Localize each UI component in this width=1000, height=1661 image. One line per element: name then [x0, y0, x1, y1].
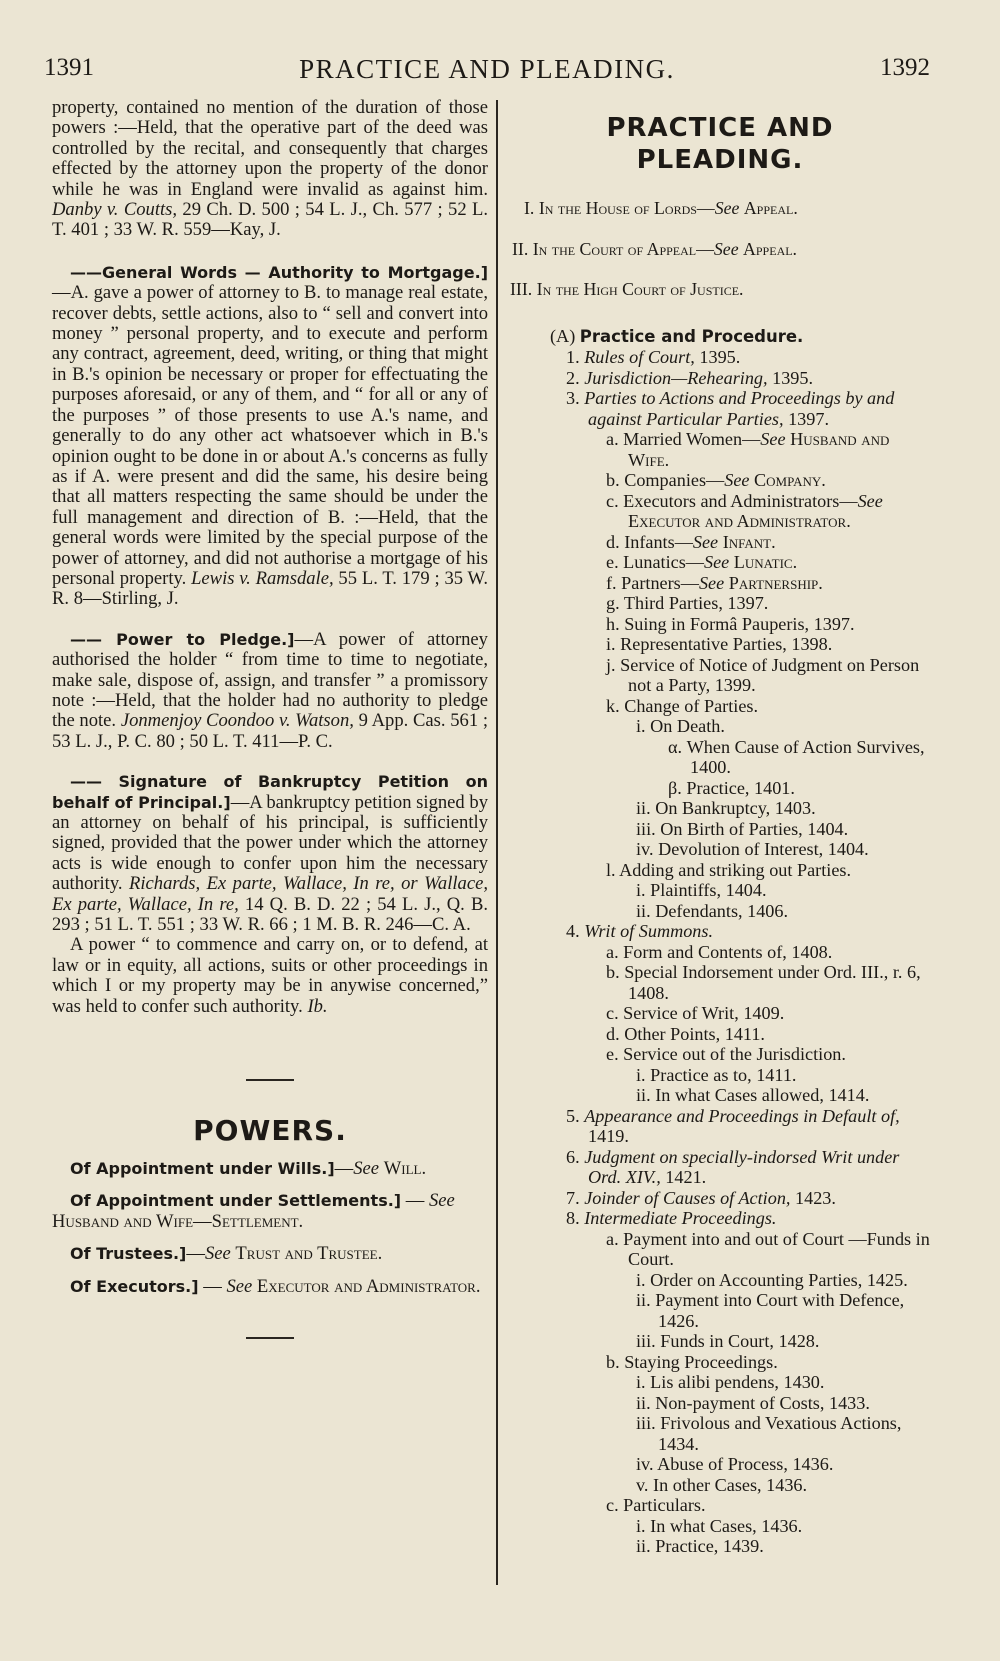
item-text: Plaintiffs, 1404. [650, 880, 767, 900]
paragraph-continuation [52, 98, 488, 241]
division-number: III. [510, 279, 533, 299]
item-number: ii. [636, 1290, 651, 1310]
item-number: a. [606, 429, 619, 449]
item-text: On Birth of Parties, 1404. [660, 818, 849, 839]
left-column [52, 98, 488, 1339]
item-number: 1. [566, 347, 580, 367]
item-number: i. [636, 1372, 646, 1392]
item-text: Non-payment of Costs, 1433. [655, 1392, 870, 1413]
item-number: d. [606, 1023, 620, 1044]
entry-heading: —— Signature of Bankruptcy Petition on behalf of Principal.] [52, 772, 488, 812]
item-text: In what Cases allowed, 1414. [655, 1085, 870, 1105]
powers-entry [52, 1191, 488, 1232]
item-text: Special Indorsement under Ord. III., r. 6, 1408. [624, 962, 921, 1003]
item-number: α. [668, 736, 683, 757]
item-text: Judgment on specially-indorsed Writ under Ord. XIV., [584, 1146, 900, 1187]
item-text: Service of Notice of Judgment on Person not a Party, 1399. [620, 654, 920, 695]
contents-item [510, 388, 930, 429]
entry-bankruptcy-paragraph-2 [52, 935, 488, 1017]
division-entry [510, 279, 930, 300]
contents-item [510, 1106, 930, 1147]
para-text: property, contained no mention of the duration of those powers :—Held, that the operative part of the deed was controlled by the recital, and consequently that charges effected by the attorney upon the property of the donor while he was in England were invalid as against him. [52, 97, 488, 200]
item-text: Order on Accounting Parties, 1425. [650, 1269, 908, 1290]
contents-item [510, 1229, 930, 1270]
contents-item [510, 839, 930, 860]
item-number: v. [636, 1474, 649, 1495]
section-title-line: PLEADING. [636, 145, 804, 175]
contents-item [510, 819, 930, 840]
item-number: c. [606, 1003, 619, 1023]
cross-reference: Lunatic. [733, 552, 798, 572]
entry-body: —A power of attorney authorised the holder “ from time to time to negotiate, make sale, dispose of, assign, and transfer ” a promissory note :—Held, that the holder had no authority to pledge the note. [52, 628, 488, 732]
cross-reference: Partnership. [728, 572, 823, 593]
powers-entry-label: Of Executors.] [70, 1276, 199, 1296]
item-number: iv. [636, 839, 654, 859]
division-number: II. [512, 238, 529, 259]
item-text: Third Parties, 1397. [623, 593, 769, 613]
contents-item [510, 1454, 930, 1475]
cross-reference: Appeal. [743, 198, 798, 218]
contents-item [510, 921, 930, 942]
item-text: Defendants, 1406. [655, 900, 789, 921]
case-citation-name: Danby v. Coutts, [52, 199, 178, 221]
item-number: a. [606, 941, 619, 962]
contents-item [510, 1065, 930, 1086]
case-citation-name: Lewis v. Ramsdale, [191, 567, 334, 589]
contents-item [510, 737, 930, 778]
item-text: On Bankruptcy, 1403. [655, 798, 816, 818]
item-text: Infants— [624, 531, 693, 552]
item-text: Particulars. [623, 1495, 706, 1515]
item-text: Payment into Court with Defence, 1426. [655, 1290, 905, 1331]
item-number: l. [606, 859, 616, 880]
subdivision-marker: (A) [550, 325, 576, 346]
item-number: b. [606, 470, 620, 490]
item-text: Devolution of Interest, 1404. [658, 839, 869, 859]
right-column [510, 98, 930, 1557]
item-text: Change of Parties. [624, 695, 759, 716]
cross-reference: Appeal. [743, 238, 798, 259]
para-text: A power “ to commence and carry on, or to defend, at law or in equity, all actions, suits or other proceedings in which I or my property may be in anywise concerned,” was held to confer such authority. [52, 934, 488, 1017]
item-text: Intermediate Proceedings. [584, 1208, 777, 1228]
item-number: b. [606, 1351, 620, 1372]
see-word: See [353, 1157, 380, 1179]
contents-item [510, 614, 930, 635]
item-text: Form and Contents of, 1408. [623, 941, 833, 962]
item-text: Jurisdiction—Rehearing, [584, 367, 768, 388]
powers-entry-label: Of Appointment under Settlements.] [70, 1191, 402, 1211]
item-text: Practice, 1439. [655, 1536, 764, 1556]
contents-item [510, 491, 930, 532]
cross-reference: Will. [383, 1157, 427, 1179]
item-text: Adding and striking out Parties. [619, 859, 852, 880]
contents-item [510, 347, 930, 368]
cross-reference: Trust and Trustee. [235, 1243, 383, 1265]
item-number: ii. [636, 1392, 651, 1413]
division-number: I. [524, 198, 535, 218]
item-number: ii. [636, 900, 651, 921]
page-header [44, 50, 930, 90]
contents-item [510, 1208, 930, 1229]
page-reference: 1395. [694, 347, 741, 367]
subdivision-heading [510, 326, 930, 348]
item-text: Practice, 1401. [686, 777, 795, 798]
contents-item [510, 1188, 930, 1209]
right-page-number: 1392 [880, 54, 930, 81]
contents-item [510, 901, 930, 922]
item-text: Other Points, 1411. [624, 1023, 765, 1044]
item-text: When Cause of Action Survives, 1400. [686, 736, 925, 777]
item-number: d. [606, 531, 620, 552]
item-text: Payment into and out of Court —Funds in Court. [623, 1228, 930, 1269]
see-word: See [698, 572, 725, 593]
column-divider [496, 100, 498, 1585]
item-number: c. [606, 1495, 619, 1515]
division-title: In the Court of Appeal— [532, 238, 714, 259]
item-text: Service out of the Jurisdiction. [623, 1044, 846, 1064]
contents-item [510, 860, 930, 881]
item-number: iii. [636, 1331, 656, 1351]
section-rule [52, 1337, 488, 1339]
item-number: i. [606, 634, 616, 654]
cross-reference: Company. [754, 470, 826, 490]
item-number: e. [606, 1044, 619, 1064]
item-number: i. [636, 880, 646, 900]
item-number: a. [606, 1228, 619, 1249]
item-number: ii. [636, 798, 651, 818]
item-number: ii. [636, 1536, 651, 1556]
entry-heading: ——General Words — Authority to Mortgage.] [70, 262, 488, 282]
division-entry [510, 239, 930, 260]
powers-entry [52, 1277, 488, 1297]
contents-item [510, 1290, 930, 1331]
see-word: See [204, 1243, 231, 1265]
entry-body: —A bankruptcy petition signed by an attorney on behalf of his principal, is sufficiently signed, provided that the power under which the attorney acts is wide enough to confer upon him the necessary authority. [52, 791, 488, 895]
item-text: Executors and Administrators— [623, 490, 858, 511]
entry-power-to-pledge [52, 630, 488, 752]
left-page-number: 1391 [44, 54, 94, 81]
item-number: c. [606, 490, 619, 511]
ibid-reference: Ib. [307, 995, 328, 1017]
item-text: Lis alibi pendens, 1430. [650, 1372, 825, 1392]
powers-list [52, 1159, 488, 1297]
item-number: 7. [566, 1187, 580, 1208]
item-text: In other Cases, 1436. [653, 1474, 808, 1495]
contents-item [510, 798, 930, 819]
item-number: g. [606, 593, 620, 613]
section-rule [52, 1079, 488, 1081]
page-reference: 1421. [660, 1167, 707, 1187]
contents-item [510, 962, 930, 1003]
item-number: e. [606, 552, 619, 572]
section-title [510, 112, 930, 176]
item-text: Lunatics— [623, 552, 704, 572]
page-reference: 1397. [783, 408, 829, 429]
contents-item [510, 696, 930, 717]
case-citation-name: Richards, Ex parte, Wallace, In re, or Wallace, Ex parte, Wallace, In re, [52, 873, 488, 915]
powers-entry-dash: — [198, 1275, 227, 1297]
contents-item [510, 573, 930, 594]
entry-heading: —— Power to Pledge.] [70, 629, 295, 649]
item-text: In what Cases, 1436. [650, 1515, 803, 1536]
contents-item [510, 1393, 930, 1414]
page-reference: 1423. [790, 1187, 836, 1208]
contents-item [510, 655, 930, 696]
item-text: Partners— [621, 572, 699, 593]
item-number: 4. [566, 921, 580, 941]
item-number: 3. [566, 388, 580, 408]
cross-reference: Husband and Wife—Settlement. [52, 1210, 304, 1232]
item-number: i. [636, 1064, 646, 1085]
contents-item [510, 470, 930, 491]
case-citation-reference: 14 Q. B. D. 22 ; 54 L. J., Q. B. 293 ; 51 L. T. 551 ; 33 W. R. 66 ; 1 M. B. R. 246—C. A. [52, 893, 488, 936]
case-citation-reference: 55 L. T. 179 ; 35 W. R. 8—Stirling, J. [52, 567, 489, 610]
contents-item [510, 880, 930, 901]
contents-item [510, 1413, 930, 1454]
case-citation-reference: 29 Ch. D. 500 ; 54 L. J., Ch. 577 ; 52 L. T. 401 ; 33 W. R. 559—Kay, J. [52, 199, 489, 241]
contents-item [510, 1495, 930, 1516]
contents-item [510, 1475, 930, 1496]
entry-bankruptcy-petition [52, 772, 488, 935]
case-citation-name: Jonmenjoy Coondoo v. Watson, [120, 710, 354, 732]
powers-entry-label: Of Appointment under Wills.] [70, 1158, 335, 1178]
see-word: See [857, 490, 883, 511]
see-word: See [704, 552, 730, 572]
powers-entry [52, 1244, 488, 1264]
division-title: In the High Court of Justice. [536, 279, 744, 299]
see-word: See [724, 470, 750, 490]
powers-entry-dash: — [401, 1190, 429, 1212]
entry-body: —A. gave a power of attorney to B. to manage real estate, recover debts, settle actions, also to “ sell and convert into money ” personal property, and to execute and perform any contract, agreement, deed, writing, or thing that might in B.'s opinion be necessary or proper for effectuating the purposes aforesaid, or any of them, and “ for all or any of the purposes ” of those presents to use A.'s name, and generally to do any other act whatsoever which in B.'s opinion ought to be done in or about A.'s concerns as fully as if A. were present and did the same, his desire being that all matters respecting the same should be under the full management and direction of B. :—Held, that the general words were limited by the special purpose of the power of attorney, and did not authorise a mortgage of his personal property. [52, 282, 488, 589]
item-text: Frivolous and Vexatious Actions, 1434. [658, 1413, 902, 1454]
item-number: i. [636, 1269, 646, 1290]
contents-item [510, 1536, 930, 1557]
see-word: See [429, 1190, 455, 1212]
item-number: ii. [636, 1085, 651, 1105]
contents-item [510, 593, 930, 614]
cross-reference: Infant. [722, 531, 776, 552]
powers-entry-dash: — [186, 1243, 205, 1265]
division-list [510, 198, 930, 300]
page-reference: 1419. [588, 1126, 629, 1146]
subdivision-title: Practice and Procedure. [579, 326, 804, 346]
contents-item [510, 1024, 930, 1045]
item-text: On Death. [650, 716, 725, 736]
contents-item [510, 1352, 930, 1373]
contents-item [510, 1270, 930, 1291]
division-title: In the House of Lords— [538, 198, 715, 218]
item-text: Writ of Summons. [584, 921, 714, 941]
entry-general-words [52, 263, 488, 610]
contents-item [510, 1372, 930, 1393]
item-number: iv. [636, 1454, 654, 1474]
contents-item [510, 552, 930, 573]
contents-item [510, 1044, 930, 1065]
see-word: See [760, 429, 786, 449]
contents-item [510, 716, 930, 737]
powers-entry-label: Of Trustees.] [70, 1244, 187, 1264]
item-number: i. [636, 716, 646, 736]
item-number: iii. [636, 818, 656, 839]
item-text: Staying Proceedings. [624, 1351, 778, 1372]
running-title: PRACTICE AND PLEADING. [299, 54, 675, 84]
contents-item [510, 532, 930, 553]
see-word: See [226, 1275, 253, 1297]
see-word: See [713, 238, 739, 259]
item-number: 8. [566, 1208, 580, 1228]
contents-item [510, 1003, 930, 1024]
see-word: See [714, 198, 740, 218]
item-text: Rules of Court, [584, 347, 695, 367]
contents-item [510, 634, 930, 655]
contents-item [510, 1085, 930, 1106]
item-text: Suing in Formâ Pauperis, 1397. [624, 613, 855, 634]
item-number: 2. [566, 367, 580, 388]
page-reference: 1395. [767, 367, 814, 388]
cross-reference: Husband and Wife. [628, 429, 890, 470]
item-text: Service of Writ, 1409. [623, 1003, 785, 1023]
item-number: b. [606, 962, 620, 982]
section-title-line: PRACTICE AND [606, 113, 834, 143]
item-number: 6. [566, 1146, 580, 1167]
item-number: f. [606, 572, 617, 593]
item-text: Practice as to, 1411. [650, 1064, 797, 1085]
item-text: Married Women— [623, 429, 761, 449]
contents-item [510, 368, 930, 389]
contents-item [510, 1147, 930, 1188]
item-number: 5. [566, 1105, 580, 1126]
item-text: Joinder of Causes of Action, [584, 1187, 791, 1208]
case-citation-reference: 9 App. Cas. 561 ; 53 L. J., P. C. 80 ; 50 L. T. 411—P. C. [52, 710, 489, 752]
powers-entry-dash: — [334, 1157, 354, 1179]
contents-item [510, 942, 930, 963]
powers-entry [52, 1159, 488, 1179]
contents-list [510, 347, 930, 1557]
see-word: See [692, 531, 719, 552]
item-text: Funds in Court, 1428. [660, 1331, 820, 1351]
item-text: Representative Parties, 1398. [620, 634, 833, 654]
item-number: β. [668, 777, 682, 798]
item-number: h. [606, 613, 620, 634]
contents-item [510, 429, 930, 470]
item-text: Abuse of Process, 1436. [657, 1454, 834, 1474]
item-number: k. [606, 695, 620, 716]
item-number: iii. [636, 1413, 656, 1433]
contents-item [510, 778, 930, 799]
item-text: Appearance and Proceedings in Default of, [584, 1105, 900, 1126]
division-entry [510, 198, 930, 219]
item-text: Companies— [624, 470, 725, 490]
powers-heading: POWERS. [193, 1113, 347, 1147]
contents-item [510, 1331, 930, 1352]
item-number: i. [636, 1515, 646, 1536]
item-text: Parties to Actions and Proceedings by and against Particular Parties, [584, 388, 895, 429]
contents-item [510, 1516, 930, 1537]
cross-reference: Executor and Administrator. [256, 1275, 481, 1297]
item-number: j. [606, 654, 616, 675]
cross-reference: Executor and Administrator. [628, 511, 851, 531]
